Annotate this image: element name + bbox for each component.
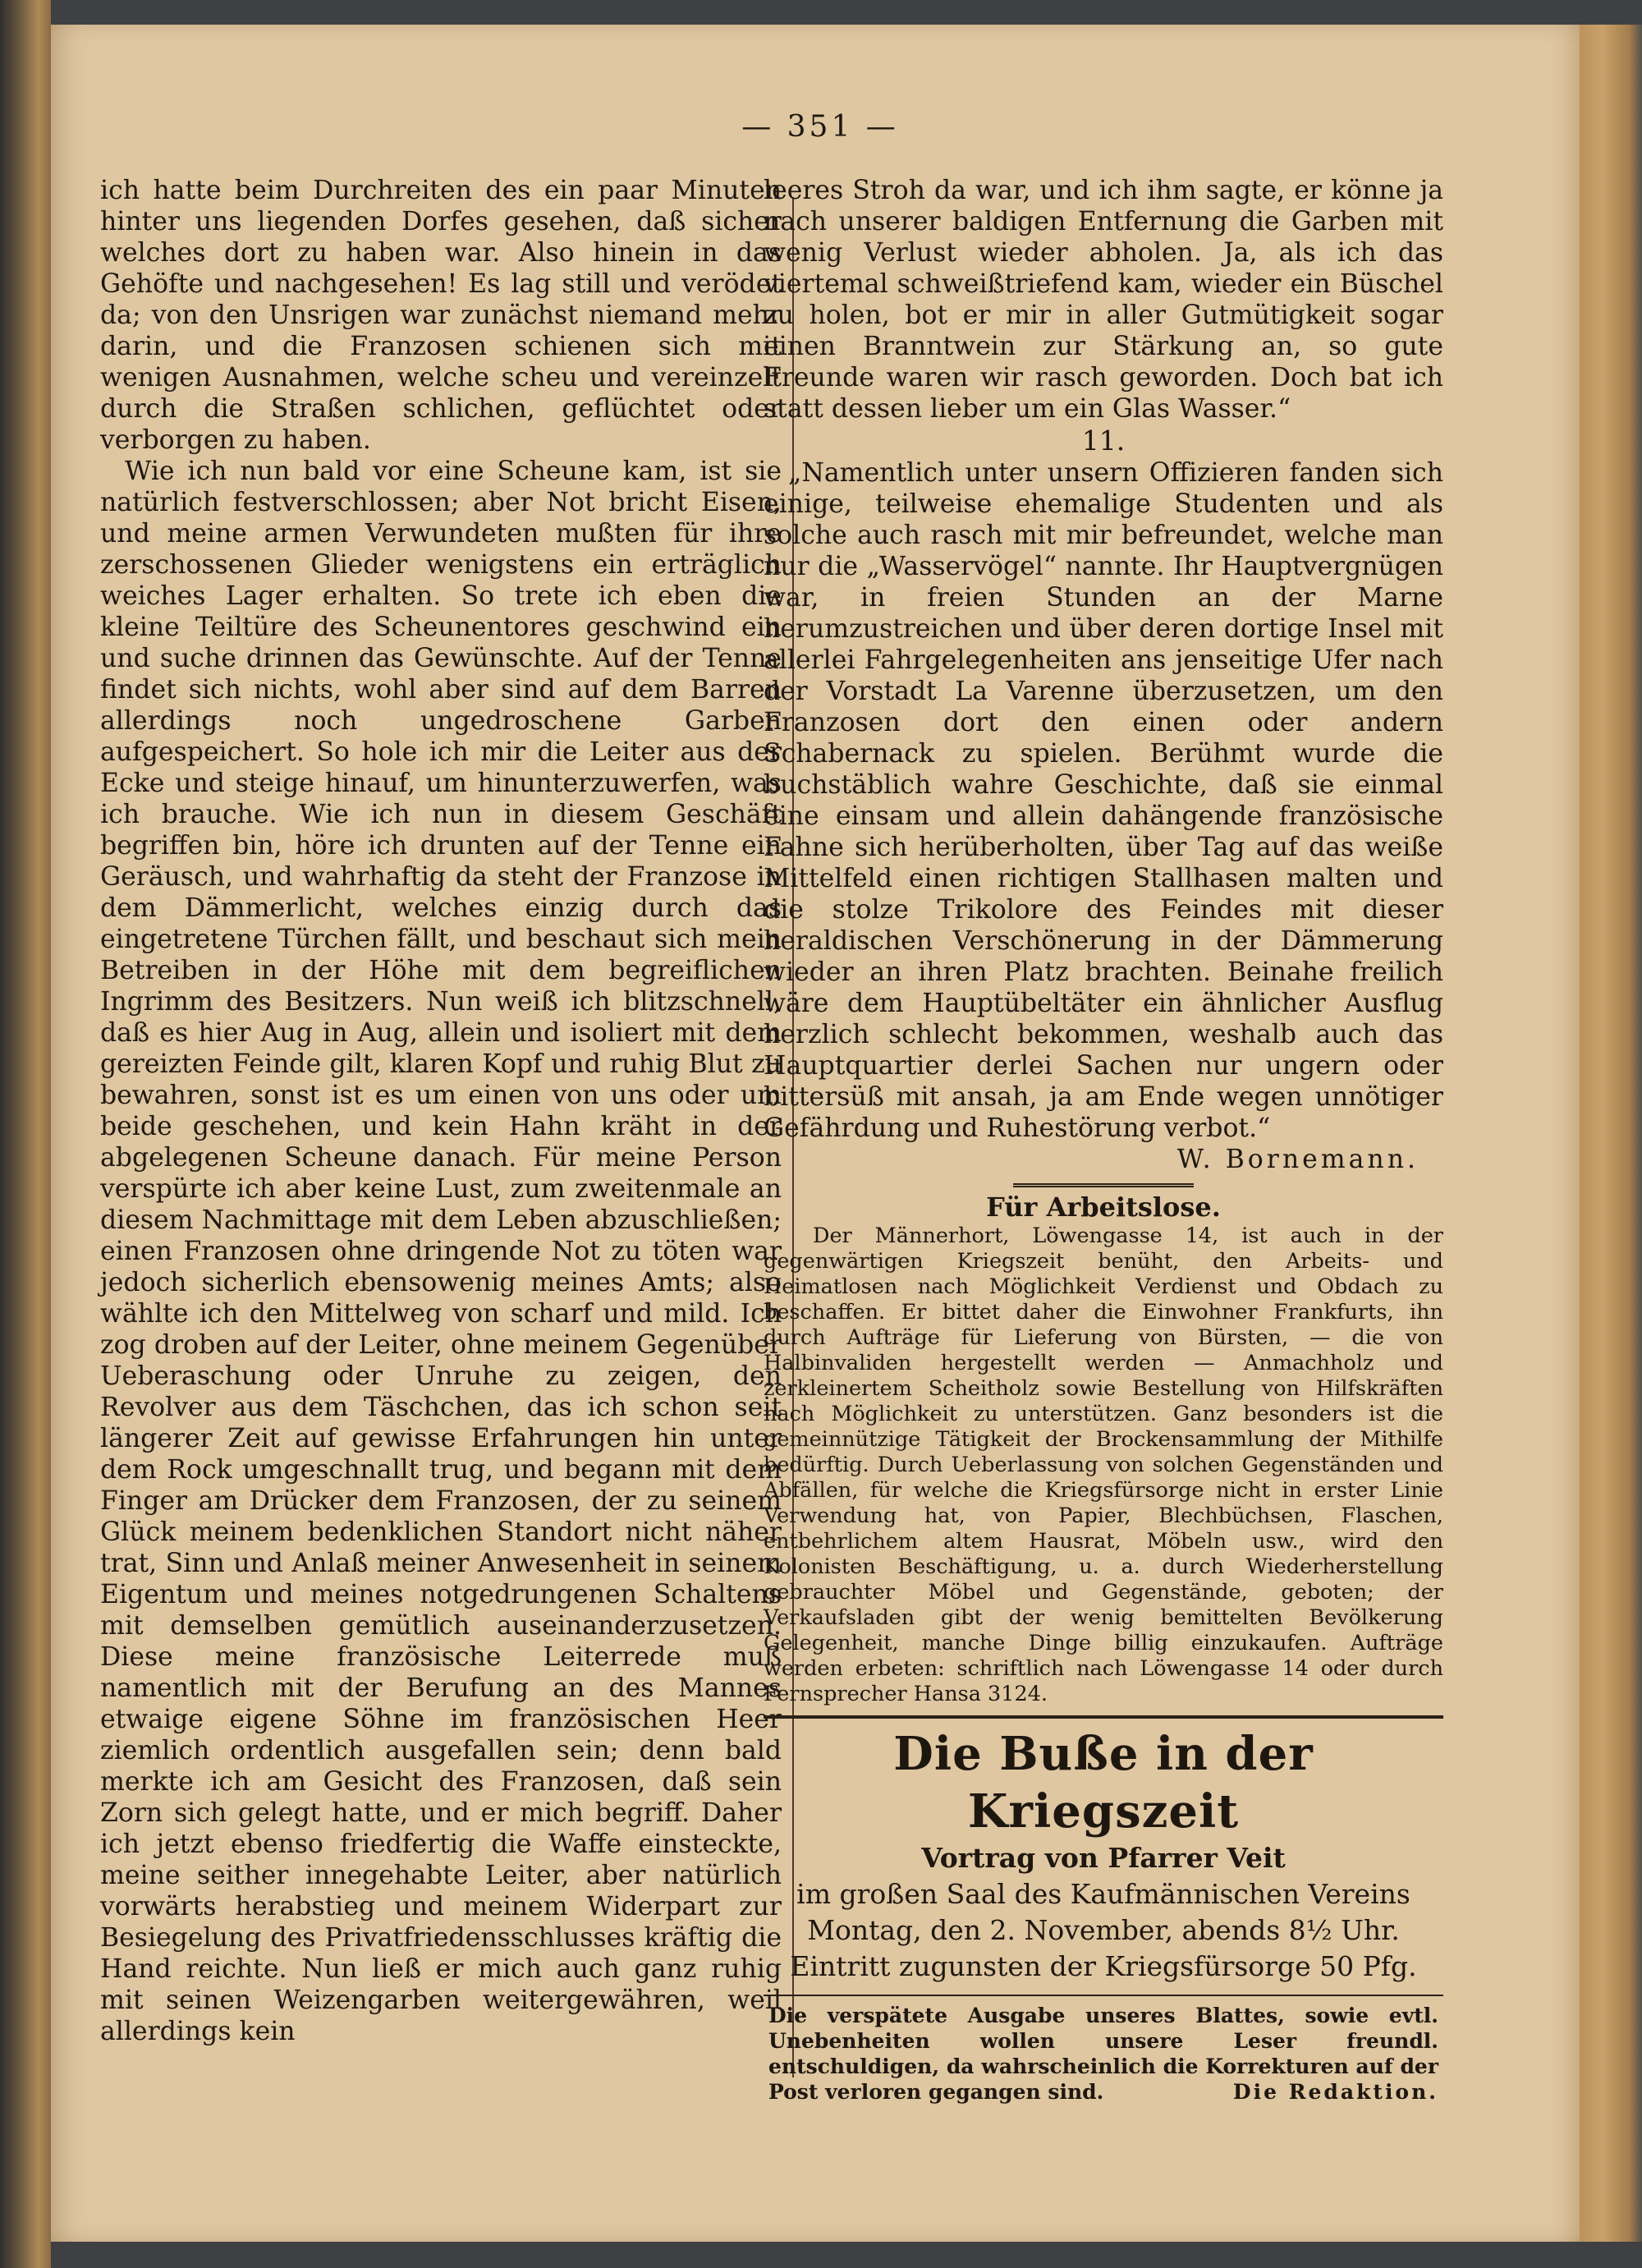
paragraph: Wie ich nun bald vor eine Scheune kam, ist sie natürlich festverschlossen; aber Not bricht Eisen, und meine armen Verwundeten mußten für ihre zerschossenen Glieder wenigstens ein erträglich weiches Lager erhalten. So trete ich eben die kleine Teiltüre des Scheunentores geschwind ein und suche drinnen das Gewünschte. Auf der Tenne findet sich nichts, wohl aber sind auf dem Barren allerdings noch ungedroschene Garben aufgespeichert. So hole ich mir die Leiter aus der Ecke und steige hinauf, um hinunterzuwerfen, was ich brauche. Wie ich nun in diesem Geschäft begriffen bin, höre ich drunten auf der Tenne ein Geräusch, und wahrhaftig da steht der Franzose in dem Dämmerlicht, welches einzig durch das eingetretene Türchen fällt, und beschaut sich mein Betreiben in der Höhe mit dem begreiflichen Ingrimm des Besitzers. Nun weiß ich blitzschnell, daß es hier Aug in Aug, allein und isoliert mit dem gereizten Feinde gilt, klaren Kopf und ruhig Blut zu bewahren, sonst ist es um einen von uns oder um beide geschehen, und kein Hahn kräht in der abgelegenen Scheune danach. Für meine Person verspürte ich aber keine Lust, zum zweitenmale an diesem Nachmittage mit dem Leben abzuschließen; einen Franzosen ohne dringende Not zu töten war jedoch sicherlich ebensowenig meines Amts; also wählte ich den Mittelweg von scharf und mild. Ich zog droben auf der Leiter, ohne meinem Gegenüber Ueberaschung oder Unruhe zu zeigen, den Revolver aus dem Täschchen, das ich schon seit längerer Zeit auf gewisse Erfahrungen hin unter dem Rock umgeschnallt trug, und begann mit dem Finger am Drücker dem Franzosen, der zu seinem Glück meinem bedenklichen Standort nicht näher trat, Sinn und Anlaß meiner Anwesenheit in seinem Eigentum und meines notgedrungenen Schaltens mit demselben gemütlich auseinanderzusetzen. Diese meine französische Leiterrede muß namentlich mit der Berufung an des Mannes etwaige eigene Söhne im französischen Heer ziemlich ordentlich ausgefallen sein; denn bald merkte ich am Gesicht des Franzosen, daß sein Zorn sich gelegt hatte, und er mich begriff. Daher ich jetzt ebenso friedfertig die Waffe einsteckte, meine seither innegehabte Leiter, aber natürlich vorwärts herabstieg und meinem Widerpart zur Besiegelung des Privatfriedensschlusses kräftig die Hand reichte. Nun ließ er mich auch ganz ruhig mit seinen Weizengarben weitergewähren, weil allerdings kein	[100, 457, 782, 2046]
announcement-subtitle: Vortrag von Pfarrer Veit	[921, 1842, 1286, 1874]
editorial-signature: Die Redaktion.	[1232, 2080, 1438, 2104]
right-column	[764, 175, 1443, 2105]
page-stack-edge	[1576, 25, 1642, 2242]
left-column	[100, 175, 782, 2047]
notice-body	[764, 1224, 1443, 1707]
notice-divider	[1013, 1183, 1194, 1187]
announcement-admission: Eintritt zugunsten der Kriegsfürsorge 50 Pfg.	[790, 1950, 1417, 1982]
editorial-notice	[764, 2003, 1443, 2105]
announcement-venue: im großen Saal des Kaufmännischen Vereins	[796, 1878, 1410, 1910]
book-page	[51, 25, 1580, 2242]
paragraph: „Namentlich unter unsern Offizieren fanden sich einige, teilweise ehemalige Studenten und als solche auch rasch mit mir befreundet, welche man nur die „Wasservögel“ nannte. Ihr Hauptvergnügen war, in freien Stunden an der Marne herumzustreichen und über deren dortige Insel mit allerlei Fahrgelegenheiten ans jenseitige Ufer nach der Vorstadt La Varenne überzusetzen, um den Franzosen dort den einen oder andern Schabernack zu spielen. Berühmt wurde die buchstäblich wahre Geschichte, daß sie einmal eine einsam und allein dahängende französische Fahne sich herüberholten, über Tag auf das weiße Mittelfeld einen richtigen Stallhasen malten und die stolze Trikolore des Feindes mit dieser heraldischen Verschönerung in der Dämmerung wieder an ihren Platz brachten. Beinahe freilich wäre dem Hauptübeltäter ein ähnlicher Ausflug herzlich schlecht bekommen, weshalb auch das Hauptquartier derlei Sachen nur ungern oder bittersüß mit ansah, ja am Ende wegen unnötiger Gefährdung und Ruhestörung verbot.“	[764, 458, 1443, 1143]
section-number: 11.	[1081, 425, 1126, 457]
notice-text: Der Männerhort, Löwengasse 14, ist auch in der gegenwärtigen Kriegszeit benüht, den Arbeits- und Heimatlosen nach Möglichkeit Verdienst und Obdach zu beschaffen. Er bittet daher die Einwohner Frankfurts, ihn durch Aufträge für Lieferung von Bürsten, — die von Halbinvaliden hergestellt werden — Anmachholz und zerkleinertem Scheitholz sowie Bestellung von Hilfskräften nach Möglichkeit zu unterstützen. Ganz besonders ist die gemeinnützige Tätigkeit der Brockensammlung der Mithilfe bedürftig. Durch Ueberlassung von solchen Gegenständen und Abfällen, für welche die Kriegsfürsorge nicht in erster Linie Verwendung hat, von Papier, Blechbüchsen, Flaschen, entbehrlichem altem Hausrat, Möbeln usw., wird den Kolonisten Beschäftigung, u. a. durch Wiederherstellung gebrauchter Möbel und Gegenstände, geboten; der Verkaufsladen gibt der wenig bemittelten Bevölkerung Gelegenheit, manche Dinge billig einzukaufen. Aufträge werden erbeten: schriftlich nach Löwengasse 14 oder durch Fernsprecher Hansa 3124.	[764, 1224, 1443, 1706]
announcement-date: Montag, den 2. November, abends 8½ Uhr.	[807, 1914, 1400, 1946]
paragraph: leeres Stroh da war, und ich ihm sagte, er könne ja nach unserer baldigen Entfernung die Garben mit wenig Verlust wieder abholen. Ja, als ich das viertemal schweißtriefend kam, wieder ein Büschel zu holen, bot er mir in aller Gutmütigkeit sogar einen Branntwein zur Stärkung an, so gute Freunde waren wir rasch geworden. Doch bat ich statt dessen lieber um ein Glas Wasser.“	[764, 176, 1443, 424]
author-signature: W. Bornemann.	[1176, 1145, 1419, 1174]
paragraph: ich hatte beim Durchreiten des ein paar Minuten hinter uns liegenden Dorfes gesehen, daß sicher welches dort zu haben war. Also hinein in das Gehöfte und nachgesehen! Es lag still und verödet da; von den Unsrigen war zunächst niemand mehr darin, und die Franzosen schienen sich mit wenigen Ausnahmen, welche scheu und vereinzelt durch die Straßen schlichen, geflüchtet oder verborgen zu haben.	[100, 176, 782, 455]
notice-title: Für Arbeitslose.	[986, 1191, 1221, 1223]
editorial-notice-text: Die verspätete Ausgabe unseres Blattes, sowie evtl. Unebenheiten wollen unsere Leser freundl. entschuldigen, da wahrscheinlich die Korrekturen auf der Post verloren gegangen sind.	[768, 2004, 1438, 2104]
book-cover-edge	[0, 0, 51, 2268]
announcement-title: Die Buße in der Kriegszeit	[893, 1727, 1314, 1839]
page-number: — 351 —	[741, 110, 899, 144]
announcement-top-rule	[764, 1715, 1443, 1719]
announcement-bottom-rule	[764, 1995, 1443, 1996]
